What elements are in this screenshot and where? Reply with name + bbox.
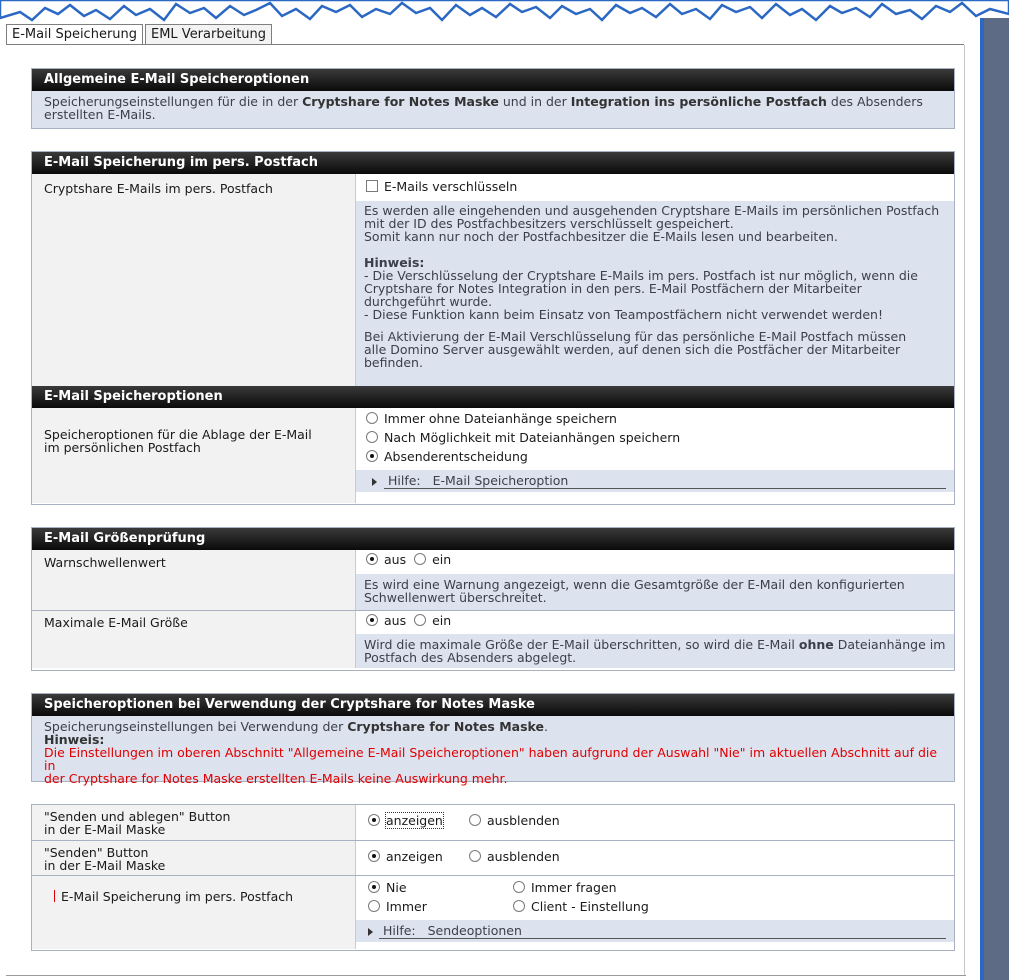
radio-label[interactable]: anzeigen — [386, 849, 443, 864]
section-pers-postfach — [31, 151, 955, 505]
info-text: Schwellenwert überschreitet. — [364, 590, 547, 605]
radio-label[interactable]: Immer ohne Dateianhänge speichern — [384, 411, 617, 426]
option-client-einstellung[interactable] — [513, 900, 649, 914]
radio-label[interactable]: ausblenden — [487, 849, 560, 864]
server-text: alle Domino Server ausgewählt werden, auf denen sich die Postfächer der Mitarbeiter — [364, 342, 901, 357]
hint-heading: Hinweis: — [364, 255, 425, 270]
row-label: Warnschwellenwert — [44, 555, 166, 570]
radio-button[interactable] — [414, 614, 426, 626]
row-label-cell — [32, 174, 356, 386]
row-label — [54, 890, 293, 903]
info-text: Postfach des Absenders abgelegt. — [364, 650, 577, 665]
expand-triangle-icon[interactable] — [368, 928, 373, 936]
option-nie[interactable] — [368, 881, 407, 895]
desc-text: und in der — [498, 94, 571, 109]
radio-label[interactable]: ein — [432, 552, 452, 567]
row-label — [44, 428, 312, 454]
desc-text: . — [544, 719, 548, 734]
desc-text: Speicherungseinstellungen bei Verwendung der — [44, 719, 348, 734]
required-marker — [54, 890, 55, 902]
hint-text: Cryptshare for Notes Integration in den pers. E-Mail Postfächern der Mitarbeiter — [364, 281, 862, 296]
option-absenderentscheidung[interactable] — [366, 450, 528, 464]
help-underline — [384, 488, 946, 489]
help-sendeoptionen[interactable] — [356, 920, 954, 942]
info-text: Dateianhänge im — [833, 637, 946, 652]
radio-button[interactable] — [469, 814, 481, 826]
option-ausblenden[interactable] — [469, 814, 560, 828]
encrypt-info — [356, 201, 954, 386]
radio-label[interactable]: Nie — [386, 880, 407, 895]
label-line: Speicheroptionen für die Ablage der E-Mail — [44, 427, 312, 442]
section-title: E-Mail Größenprüfung — [32, 528, 954, 550]
radio-button[interactable] — [469, 850, 481, 862]
label-line: in der E-Mail Maske — [44, 858, 166, 873]
row-cryptshare-emails — [32, 174, 954, 386]
window-border — [980, 18, 984, 980]
radio-button[interactable] — [513, 881, 525, 893]
info-text: Es wird eine Warnung angezeigt, wenn die Gesamtgröße der E-Mail den konfigurierten — [364, 577, 905, 592]
row-speicherung-pers — [32, 875, 954, 949]
warning-heading: Hinweis: — [44, 732, 105, 747]
encrypt-checkbox[interactable] — [366, 180, 378, 192]
row-label — [44, 846, 165, 872]
section-maske — [31, 693, 955, 786]
info-text: mit der ID des Postfachbesitzers verschlüsselt gespeichert. — [364, 216, 734, 231]
radio-label[interactable]: ausblenden — [487, 813, 560, 828]
desc-bold: Cryptshare for Notes Maske — [347, 719, 544, 734]
radio-label[interactable]: aus — [384, 613, 407, 628]
row-label-cell — [32, 408, 356, 503]
row-label-cell — [32, 876, 356, 949]
subsection-title: E-Mail Speicheroptionen — [32, 386, 954, 408]
section-groessenpruefung — [31, 527, 955, 671]
desc-bold: Cryptshare for Notes Maske — [302, 94, 499, 109]
torn-edge — [0, 0, 1009, 26]
radio-button-selected[interactable] — [366, 450, 378, 462]
option-immer[interactable] — [368, 900, 427, 914]
radio-button[interactable] — [368, 900, 380, 912]
radio-label[interactable]: Immer — [386, 899, 427, 914]
help-link[interactable]: Hilfe: E-Mail Speicheroption — [388, 473, 569, 488]
help-speicheroption[interactable] — [356, 470, 954, 492]
radio-label[interactable]: aus — [384, 552, 407, 567]
encrypt-option — [366, 180, 517, 194]
info-text: Somit kann nur noch der Postfachbesitzer die E-Mails lesen und bearbeiten. — [364, 229, 838, 244]
desc-text: des Absenders — [826, 94, 923, 109]
option-anzeigen[interactable] — [368, 850, 443, 864]
radio-button-selected[interactable] — [368, 850, 380, 862]
panel-bottom-border — [6, 975, 966, 976]
radio-button[interactable] — [366, 431, 378, 443]
row-label: Cryptshare E-Mails im pers. Postfach — [44, 181, 273, 196]
label-line: "Senden und ablegen" Button — [44, 809, 231, 824]
section-title: Allgemeine E-Mail Speicheroptionen — [32, 69, 954, 91]
server-text: befinden. — [364, 355, 423, 370]
info-bold: ohne — [798, 637, 834, 652]
radio-label[interactable]: Client - Einstellung — [531, 899, 649, 914]
info-text: Wird die maximale Größe der E-Mail überschritten, so wird die E-Mail — [364, 637, 799, 652]
label-line: in der E-Mail Maske — [44, 822, 166, 837]
warning-text: der Cryptshare for Notes Maske erstellten E-Mails keine Auswirkung mehr. — [44, 771, 508, 786]
radio-button-selected[interactable] — [368, 814, 380, 826]
section-description — [32, 716, 954, 786]
row-senden-ablegen — [32, 805, 954, 840]
encrypt-checkbox-label[interactable]: E-Mails verschlüsseln — [384, 179, 518, 194]
row-warnschwellenwert — [32, 550, 954, 610]
radio-label[interactable]: Absenderentscheidung — [384, 449, 528, 464]
warning-text: Die Einstellungen im oberen Abschnitt "Allgemeine E-Mail Speicheroptionen" haben aufgrund der Auswahl "Nie" im aktuellen Abschnitt auf die in — [44, 745, 938, 773]
info-text: Es werden alle eingehenden und ausgehenden Cryptshare E-Mails im persönlichen Postfach — [364, 203, 940, 218]
desc-bold: Integration ins persönliche Postfach — [570, 94, 827, 109]
help-link[interactable]: Hilfe: Sendeoptionen — [383, 923, 522, 938]
label-line: im persönlichen Postfach — [44, 440, 201, 455]
expand-triangle-icon[interactable] — [372, 478, 377, 486]
section-title: Speicheroptionen bei Verwendung der Cryptshare for Notes Maske — [32, 694, 954, 716]
option-ohne-anhaenge[interactable] — [366, 412, 617, 426]
radio-label[interactable]: Nach Möglichkeit mit Dateianhängen speichern — [384, 430, 681, 445]
hint-text: durchgeführt wurde. — [364, 294, 493, 309]
row-senden — [32, 840, 954, 875]
tab-eml-verarbeitung[interactable]: EML Verarbeitung — [145, 24, 272, 45]
label-text: E-Mail Speicherung im pers. Postfach — [61, 889, 294, 904]
section-description — [32, 91, 954, 128]
row-label — [44, 810, 230, 836]
radio-button-selected[interactable] — [366, 553, 378, 565]
radio-button[interactable] — [414, 553, 426, 565]
option-anzeigen[interactable] — [368, 814, 443, 828]
row-label: Maximale E-Mail Größe — [44, 615, 188, 630]
row-max-groesse — [32, 610, 954, 668]
option-immer-fragen[interactable] — [513, 881, 617, 895]
radio-button[interactable] — [366, 412, 378, 424]
help-underline — [379, 938, 946, 939]
row-speicheroptionen — [32, 408, 954, 503]
section-title: E-Mail Speicherung im pers. Postfach — [32, 152, 954, 174]
window-shadow — [984, 18, 1009, 980]
section-allgemein — [31, 68, 955, 129]
hint-text: - Die Verschlüsselung der Cryptshare E-Mails im pers. Postfach ist nur möglich, wenn die — [364, 268, 918, 283]
radio-button-selected[interactable] — [366, 614, 378, 626]
radio-label[interactable]: ein — [432, 613, 452, 628]
radio-button[interactable] — [513, 900, 525, 912]
option-mit-anhaengen[interactable] — [366, 431, 680, 445]
tab-email-speicherung[interactable]: E-Mail Speicherung — [6, 24, 143, 46]
hint-text: - Diese Funktion kann beim Einsatz von Teampostfächern nicht verwendet werden! — [364, 307, 883, 322]
server-text: Bei Aktivierung der E-Mail Verschlüsselung für das persönliche E-Mail Postfach müssen — [364, 329, 907, 344]
max-info — [356, 634, 954, 668]
radio-button-selected[interactable] — [368, 881, 380, 893]
section-buttons — [31, 804, 955, 951]
warn-radio-group — [366, 553, 451, 567]
desc-text: erstellten E-Mails. — [44, 107, 156, 122]
max-radio-group — [366, 614, 451, 628]
radio-label[interactable]: Immer fragen — [531, 880, 617, 895]
label-line: "Senden" Button — [44, 845, 149, 860]
radio-label[interactable]: anzeigen — [386, 813, 443, 828]
warn-info — [356, 574, 954, 610]
desc-text: Speicherungseinstellungen für die in der — [44, 94, 303, 109]
option-ausblenden[interactable] — [469, 850, 560, 864]
